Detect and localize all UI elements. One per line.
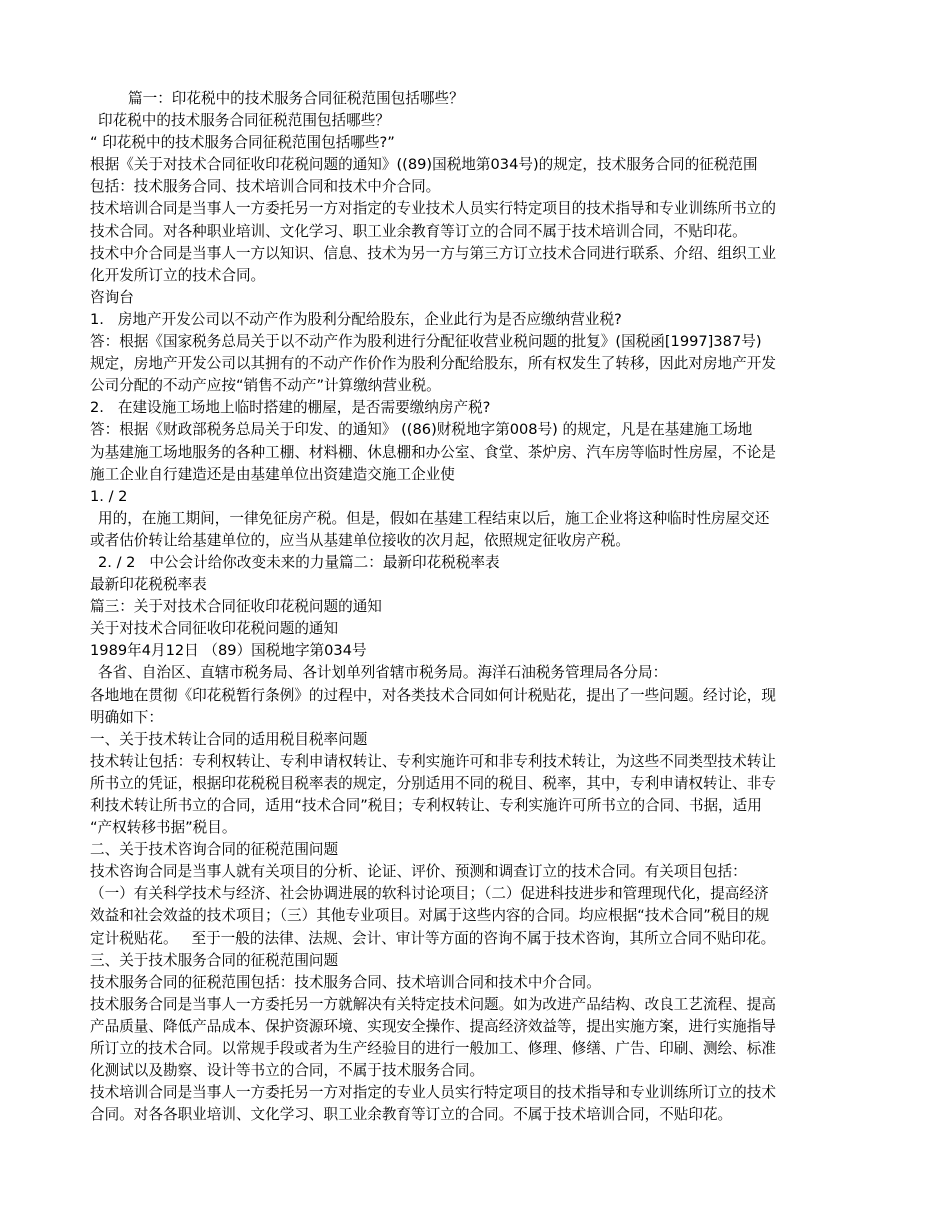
text-line: 技术中介合同是当事人一方以知识、信息、技术为另一方与第三方订立技术合同进行联系、介绍、组织工业 <box>90 244 776 262</box>
text-line: 各地地在贯彻《印花税暂行条例》的过程中，对各类技术合同如何计税贴花，提出了一些问题。经讨论，现 <box>90 686 776 704</box>
text-line: 印花税中的技术服务合同征税范围包括哪些？ <box>98 112 390 130</box>
text-line: 2. 在建设施工场地上临时搭建的棚屋，是否需要缴纳房产税? <box>90 399 491 417</box>
text-line: 篇一：印花税中的技术服务合同征税范围包括哪些？ <box>128 90 464 107</box>
text-line: 产品质量、降低产品成本、保护资源环境、实现安全操作、提高经济效益等，提出实施方案，进行实施指导 <box>90 1017 776 1035</box>
text-line: 技术合同。对各种职业培训、文化学习、职工业余教育等订立的合同不属于技术培训合同，不贴印花。 <box>90 222 747 240</box>
text-line: 最新印花税税率表 <box>90 576 207 594</box>
text-line: 技术培训合同是当事人一方委托另一方对指定的专业技术人员实行特定项目的技术指导和专业训练所书立的 <box>90 200 776 218</box>
text-line: 化测试以及勘察、设计等书立的合同，不属于技术服务合同。 <box>90 1062 485 1080</box>
text-line: 或者估价转让给基建单位的，应当从基建单位接收的次月起，依照规定征收房产税。 <box>90 531 630 549</box>
text-line: 为基建施工场地服务的各种工棚、材料棚、休息棚和办公室、食堂、茶炉房、汽车房等临时性房屋，不论是 <box>90 443 776 461</box>
text-line: （一）有关科学技术与经济、社会协调进展的软科讨论项目；（二）促进科技进步和管理现代化，提高经济 <box>90 885 769 903</box>
text-line: 二、关于技术咨询合同的征税范围问题 <box>90 841 339 859</box>
text-line: 技术服务合同是当事人一方委托另一方就解决有关特定技术问题。如为改进产品结构、改良工艺流程、提高 <box>90 995 776 1013</box>
text-line: 利技术转让所书立的合同，适用“技术合同”税目；专利权转让、专利实施许可所书立的合同、书据，适用 <box>90 797 762 814</box>
text-line: 答：根据《国家税务总局关于以不动产作为股利进行分配征收营业税问题的批复》(国税函[1997]387号) <box>90 333 762 351</box>
text-line: “产权转移书据”税目。 <box>90 819 237 837</box>
text-line: 所书立的凭证，根据印花税税目税率表的规定，分别适用不同的税目、税率，其中，专利申请权转让、非专 <box>90 774 776 792</box>
text-line: 根据《关于对技术合同征收印花税问题的通知》((89)国税地第034号)的规定，技术服务合同的征税范围 <box>90 156 758 174</box>
text-line: 技术转让包括：专利权转让、专利申请权转让、专利实施许可和非专利技术转让，为这些不同类型技术转让 <box>90 752 776 770</box>
text-line: 技术咨询合同是当事人就有关项目的分析、论证、评价、预测和调查订立的技术合同。有关项目包括： <box>90 863 747 881</box>
document-body <box>90 88 862 1126</box>
text-line: 1. 房地产开发公司以不动产作为股利分配给股东，企业此行为是否应缴纳营业税? <box>90 310 622 328</box>
text-line: 2. / 2 中公会计给你改变未来的力量篇二：最新印花税税率表 <box>98 553 500 571</box>
text-line: 明确如下： <box>90 708 163 726</box>
text-line: 定计税贴花。 至于一般的法律、法规、会计、审计等方面的咨询不属于技术咨询，其所立合同不贴印花。 <box>90 929 776 947</box>
text-line: 包括：技术服务合同、技术培训合同和技术中介合同。 <box>90 178 441 196</box>
text-line: 合同。对各各职业培训、文化学习、职工业余教育等订立的合同。不属于技术培训合同，不贴印花。 <box>90 1106 733 1124</box>
text-line: 规定，房地产开发公司以其拥有的不动产作价作为股利分配给股东，所有权发生了转移，因此对房地产开发 <box>90 355 776 373</box>
text-line: 答：根据《财政部税务总局关于印发、的通知》 ((86)财税地字第008号) 的规定，凡是在基建施工场地 <box>90 421 753 439</box>
text-line: 1. / 2 <box>90 487 128 505</box>
text-line: 三、关于技术服务合同的征税范围问题 <box>90 951 339 969</box>
text-line: 技术培训合同是当事人一方委托另一方对指定的专业人员实行特定项目的技术指导和专业训练所订立的技术 <box>90 1084 776 1102</box>
text-line: “ 印花税中的技术服务合同征税范围包括哪些?” <box>90 134 395 152</box>
text-line: 关于对技术合同征收印花税问题的通知 <box>90 620 339 638</box>
text-line: 技术服务合同的征税范围包括：技术服务合同、技术培训合同和技术中介合同。 <box>90 973 601 991</box>
text-line: 1989年4月12日 （89）国税地字第034号 <box>90 642 367 660</box>
text-line: 化开发所订立的技术合同。 <box>90 266 266 284</box>
text-line: 效益和社会效益的技术项目；（三）其他专业项目。对属于这些内容的合同。均应根据“技术合同”税目的规 <box>90 907 770 925</box>
text-line: 公司分配的不动产应按“销售不动产”计算缴纳营业税。 <box>90 377 441 395</box>
text-line: 各省、自治区、直辖市税务局、各计划单列省辖市税务局。海洋石油税务管理局各分局： <box>98 664 668 682</box>
text-line: 一、关于技术转让合同的适用税目税率问题 <box>90 730 368 748</box>
text-line: 咨询台 <box>90 288 134 306</box>
text-line: 用的，在施工期间，一律免征房产税。但是，假如在基建工程结束以后，施工企业将这种临时性房屋交还 <box>98 509 770 527</box>
text-line: 篇三：关于对技术合同征收印花税问题的通知 <box>90 598 382 616</box>
text-line: 施工企业自行建造还是由基建单位出资建造交施工企业使 <box>90 465 455 483</box>
text-line: 所订立的技术合同。以常规手段或者为生产经验目的进行一般加工、修理、修缮、广告、印刷、测绘、标准 <box>90 1040 776 1058</box>
